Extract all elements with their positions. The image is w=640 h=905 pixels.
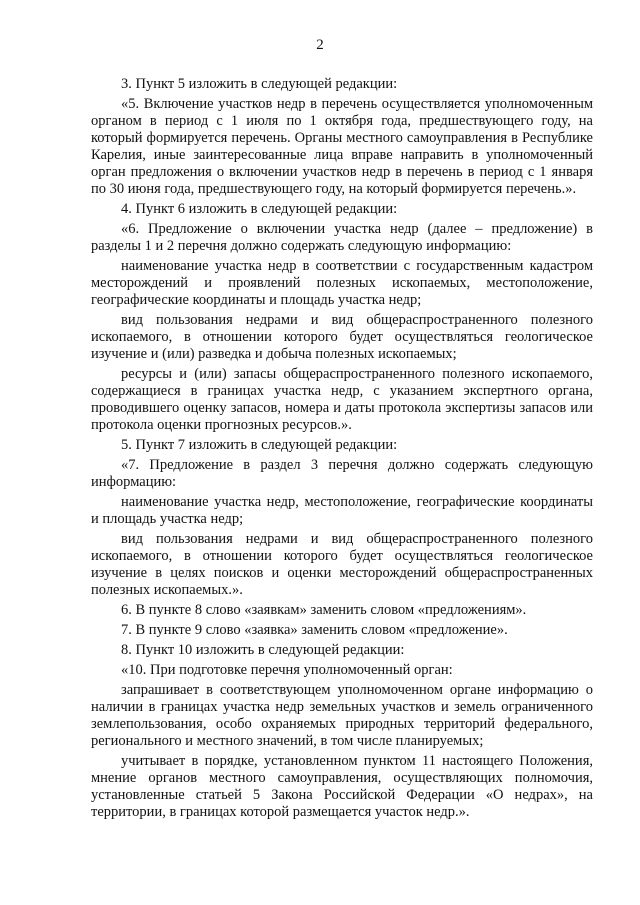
paragraph-clause-10-request: запрашивает в соответствующем уполномоченном органе информацию о наличии в границах участка недр земельных участков и земель ограниченного землепользования, особо охраняемых природных территорий федерального, регионального и местного значений, в том числе планируемых; xyxy=(91,682,593,749)
paragraph-clause-6-name: наименование участка недр в соответствии с государственным кадастром месторождений и проявлений полезных ископаемых, местоположение, географические координаты и площадь участка недр; xyxy=(91,258,593,308)
paragraph-clause-6-resources: ресурсы и (или) запасы общераспространенного полезного ископаемого, содержащиеся в границах участка недр, с указанием экспертного органа, проводившего оценку запасов, номера и даты протокола экспертизы запасов или протокола оценки прогнозных ресурсов.». xyxy=(91,366,593,433)
paragraph-clause-6: «6. Предложение о включении участка недр (далее – предложение) в разделы 1 и 2 перечня должно содержать следующую информацию: xyxy=(91,221,593,254)
paragraph-clause-7-usage: вид пользования недрами и вид общераспространенного полезного ископаемого, в отношении которого будет осуществляться геологическое изучение в целях поисков и оценки месторождений общераспространенных полезных ископаемых.». xyxy=(91,531,593,598)
paragraph-item-8: 8. Пункт 10 изложить в следующей редакции: xyxy=(121,642,405,658)
paragraph-clause-6-usage: вид пользования недрами и вид общераспространенного полезного ископаемого, в отношении которого будет осуществляться геологическое изучение и (или) разведка и добыча полезных ископаемых; xyxy=(91,312,593,362)
document-body xyxy=(91,76,593,824)
paragraph-clause-7: «7. Предложение в раздел 3 перечня должно содержать следующую информацию: xyxy=(91,457,593,490)
paragraph-clause-7-name: наименование участка недр, местоположение, географические координаты и площадь участка недр; xyxy=(91,494,593,527)
page-number: 2 xyxy=(316,37,324,53)
paragraph-clause-10-consider: учитывает в порядке, установленном пунктом 11 настоящего Положения, мнение органов местного самоуправления, осуществляющих полномочия, установленные статьей 5 Закона Российской Федерации «О недрах», на территории, в границах которой размещается участок недр.». xyxy=(91,753,593,820)
paragraph-item-7: 7. В пункте 9 слово «заявка» заменить словом «предложение». xyxy=(121,622,508,638)
paragraph-item-4: 4. Пункт 6 изложить в следующей редакции: xyxy=(121,201,398,217)
paragraph-item-6: 6. В пункте 8 слово «заявкам» заменить словом «предложениям». xyxy=(121,602,527,618)
paragraph-item-5: 5. Пункт 7 изложить в следующей редакции: xyxy=(121,437,398,453)
paragraph-clause-10: «10. При подготовке перечня уполномоченный орган: xyxy=(121,662,453,678)
paragraph-clause-5: «5. Включение участков недр в перечень осуществляется уполномоченным органом в период с 1 июля по 1 октября года, предшествующего году, на который формируется перечень. Органы местного самоуправления в Республике Карелия, иные заинтересованные лица вправе направить в уполномоченный орган предложения о включении участков недр в перечень в период с 1 января по 30 июня года, предшествующего году, на который формируется перечень.». xyxy=(91,96,593,197)
paragraph-item-3: 3. Пункт 5 изложить в следующей редакции: xyxy=(121,76,398,92)
